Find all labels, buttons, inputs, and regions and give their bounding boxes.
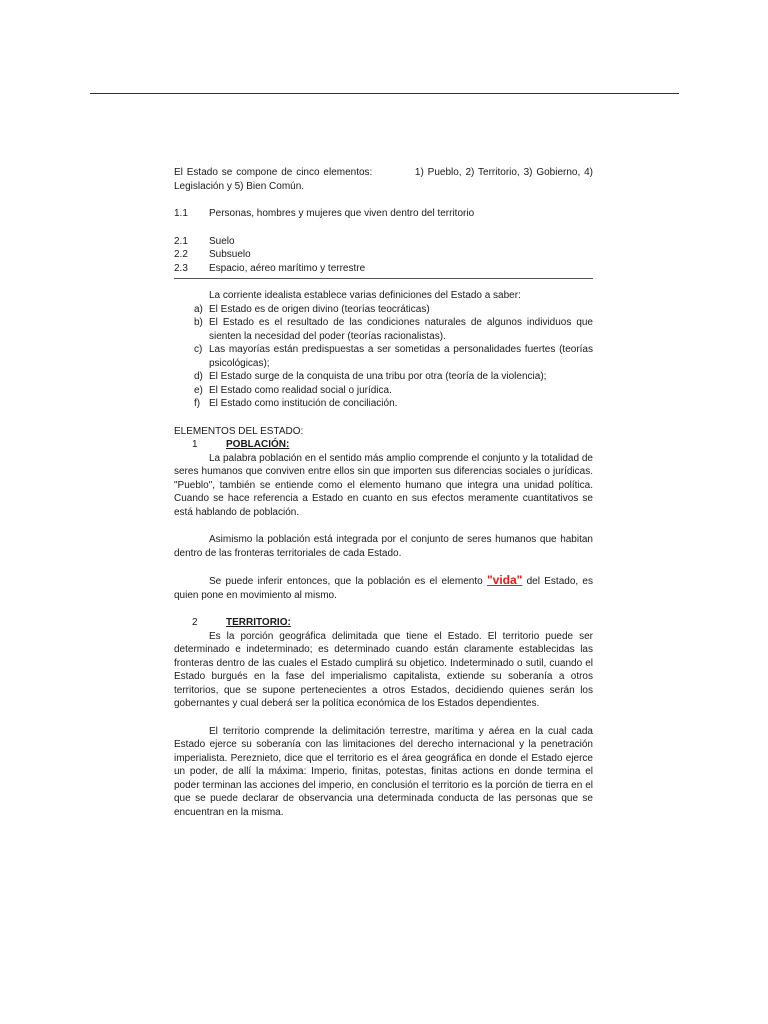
outline-number: 1.1 <box>174 208 188 219</box>
section-number: 2 <box>192 617 198 628</box>
intro-list: 1) Pueblo, 2) Territorio, 3) Gobierno, 4) Legislación y 5) Bien Común. <box>174 167 594 192</box>
section-title: TERRITORIO: <box>226 617 291 628</box>
poblacion-paragraph-1: La palabra población en el sentido más amplio comprende el conjunto y la totalidad de seres humanos que conviven entre ellos sin que importen sus diferencias sociales o jurídicas. "Pueblo", también se entiende como el elemento humano que integra una unidad política. Cuando se hace referencia a Estado en cuanto en sus efectos meramente cuantitativos se está hablando de población. <box>174 452 593 518</box>
intro-lead: El Estado se compone de cinco elementos: <box>174 167 373 178</box>
outline-number: 2.2 <box>174 249 188 260</box>
list-marker: a) <box>194 303 203 315</box>
header-rule <box>90 93 679 94</box>
outline-number: 2.1 <box>174 235 188 247</box>
list-marker: f) <box>194 398 201 409</box>
elementos-title: ELEMENTOS DEL ESTADO: <box>174 425 304 437</box>
list-text: El Estado como institución de conciliación. <box>209 398 398 409</box>
outline-text: Personas, hombres y mujeres que viven dentro del territorio <box>209 208 475 219</box>
list-item <box>174 303 593 317</box>
list-marker: c) <box>194 344 203 355</box>
vida-emphasis: "vida" <box>486 573 523 587</box>
list-item <box>174 343 593 370</box>
outline-text: Subsuelo <box>209 249 251 260</box>
document-body <box>174 166 593 819</box>
paragraph-text: Se puede inferir entonces, que la población es el elemento <box>209 576 487 587</box>
paragraph-text: del Estado, es quien pone en movimiento al mismo. <box>174 576 593 601</box>
list-marker: e) <box>194 384 203 396</box>
territorio-paragraph-1: Es la porción geográfica delimitada que tiene el Estado. El territorio puede ser determinado e indeterminado; es determinado cuando están claramente establecidas las fronteras dentro de las cuales el Estado cumplirá su objetico. Indeterminado o sutil, cuando el Estado burgués en la fase del imperialismo capitalista, extiende su soberanía a otros territorios, que se supone pertenecientes a otros Estados, decidiendo quienes serán los gobernantes y cual deberá ser la política económica de los Estados dependientes. <box>174 630 593 709</box>
idealista-intro: La corriente idealista establece varias definiciones del Estado a saber: <box>209 290 521 301</box>
section-number: 1 <box>192 439 198 450</box>
list-text: El Estado surge de la conquista de una tribu por otra (teoría de la violencia); <box>209 371 547 382</box>
idealista-list <box>174 303 593 411</box>
list-item <box>174 316 593 343</box>
list-item <box>174 370 593 384</box>
outline-item <box>174 262 593 276</box>
list-text: El Estado es de origen divino (teorías teocráticas) <box>209 303 430 315</box>
poblacion-paragraph-2: Asimismo la población está integrada por el conjunto de seres humanos que habitan dentro de las fronteras territoriales de cada Estado. <box>174 534 593 559</box>
list-text: El Estado como realidad social o jurídica. <box>209 384 392 396</box>
section-heading-territorio <box>174 616 593 630</box>
outline-text: Suelo <box>209 235 235 247</box>
section-title: POBLACIÓN: <box>226 439 290 450</box>
list-marker: d) <box>194 371 203 382</box>
territorio-paragraph-2: El territorio comprende la delimitación terrestre, marítima y aérea en la cual cada Estado ejerce su soberanía con las limitaciones del derecho internacional y la penetración imperialista. Pereznieto, dice que el territorio es el área geográfica en donde el Estado ejerce un poder, de allí la máxima: Imperio, finitas, potestas, finitas actions en donde termina el poder terminan las acciones del imperio, en conclusión el territorio es la porción de tierra en el que se puede declarar de observancia una determinada conducta de las personas que se encuentran en la misma. <box>174 725 593 818</box>
outline-item <box>174 207 593 221</box>
poblacion-paragraph-3 <box>174 574 593 602</box>
list-text: El Estado es el resultado de las condiciones naturales de algunos individuos que sienten la necesidad del poder (teorías racionalistas). <box>209 317 593 342</box>
list-marker: b) <box>194 317 203 328</box>
outline-number: 2.3 <box>174 262 188 274</box>
outline-item <box>174 235 593 249</box>
outline-item <box>174 248 593 262</box>
list-item <box>174 397 593 411</box>
list-item <box>174 384 593 398</box>
list-text: Las mayorías están predispuestas a ser sometidas a personalidades fuertes (teorías psicológicas); <box>209 344 593 369</box>
intro-paragraph <box>174 166 593 193</box>
section-heading-poblacion <box>174 438 593 452</box>
outline-text: Espacio, aéreo marítimo y terrestre <box>209 262 366 274</box>
